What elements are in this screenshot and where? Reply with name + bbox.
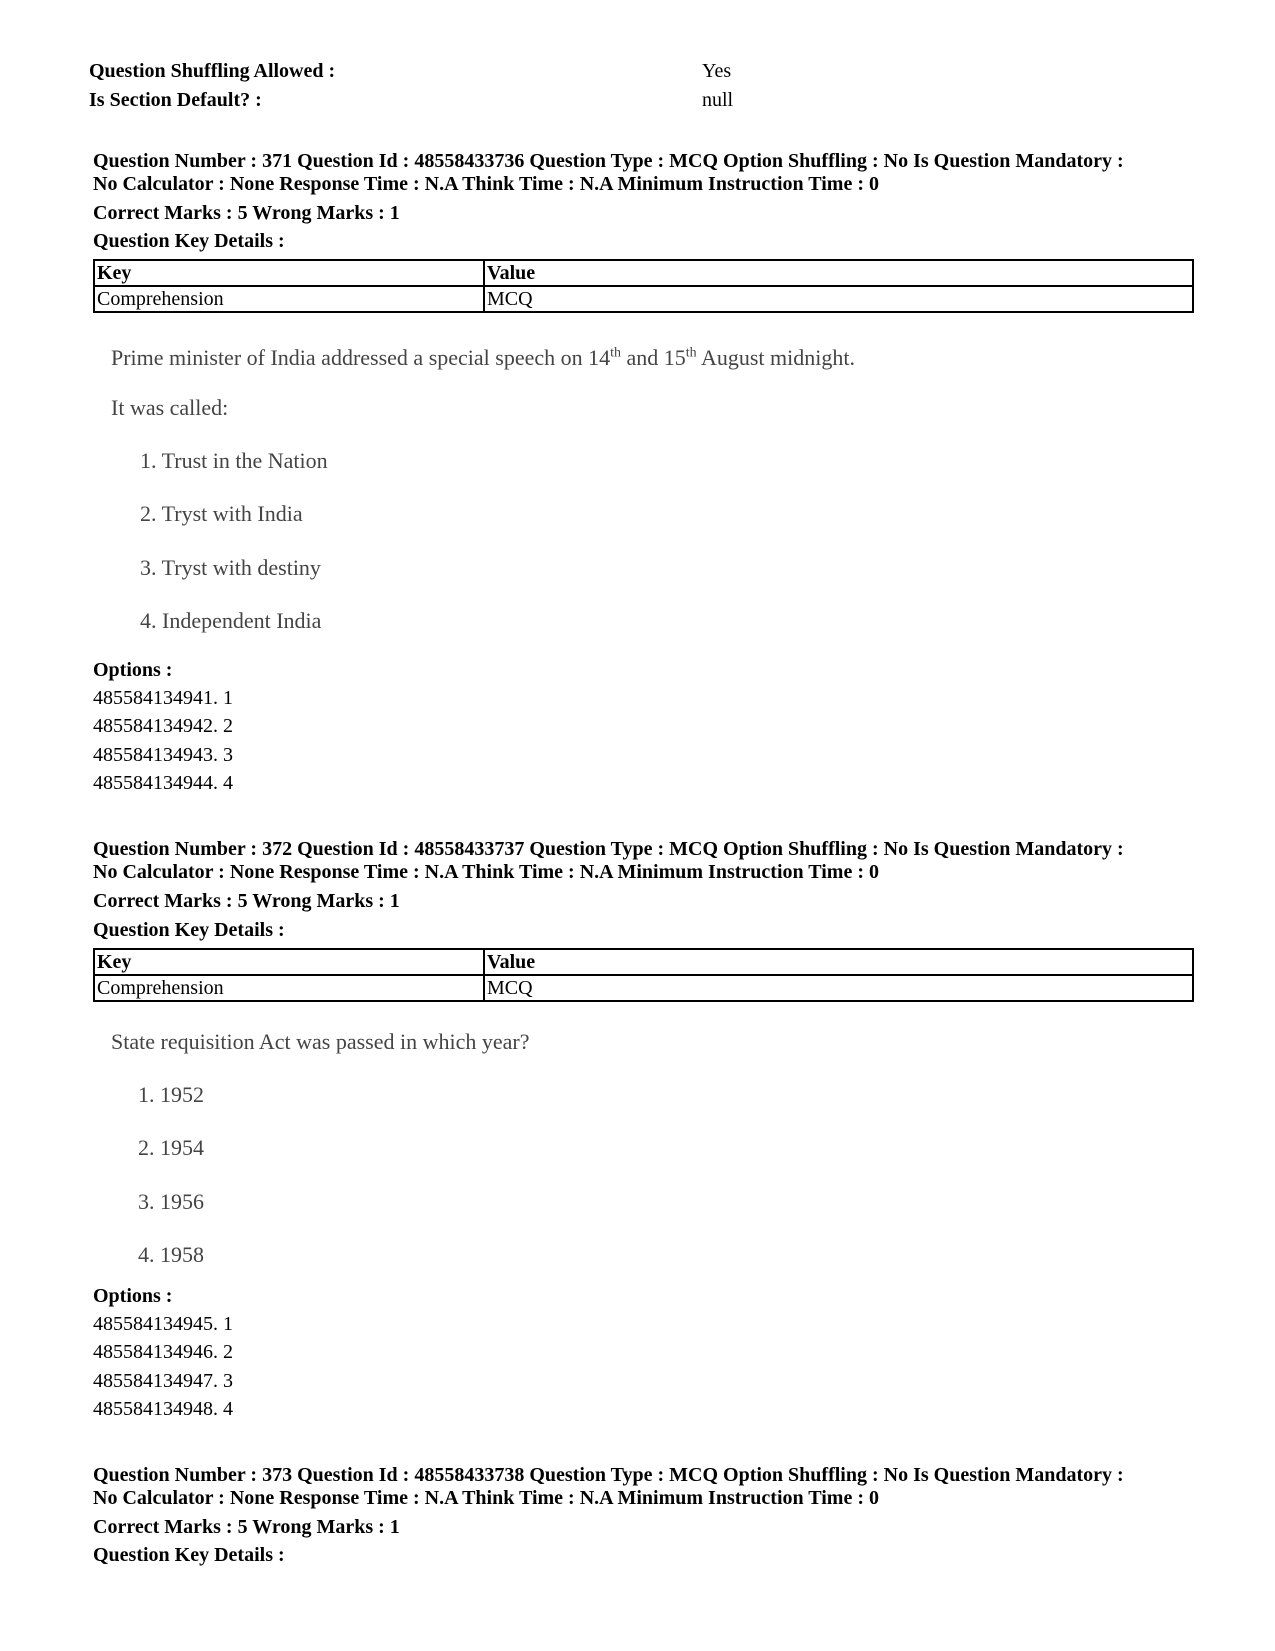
question-choice: 1. 1952 [138,1082,204,1107]
question-key-table [93,948,1194,1002]
option-item: 485584134941. 1 [93,687,233,709]
shuffle-value: Yes [702,60,732,82]
table-header-row [94,260,1193,286]
table-header-value: Value [484,260,1193,286]
options-label: Options : [93,1285,173,1307]
options-label: Options : [93,659,173,681]
question-choice: 4. 1958 [138,1242,204,1267]
option-item: 485584134945. 1 [93,1313,233,1335]
table-row [94,286,1193,312]
question-meta-line-1: Question Number : 373 Question Id : 48558433738 Question Type : MCQ Option Shuffling : No Is Question Mandatory : [93,1464,1124,1486]
section-default-label: Is Section Default? : [89,89,262,111]
superscript-th: th [685,345,697,361]
question-meta-line-2: No Calculator : None Response Time : N.A Think Time : N.A Minimum Instruction Time : 0 [93,1487,879,1509]
table-cell-key: Comprehension [94,975,484,1001]
question-meta-line-1: Question Number : 371 Question Id : 48558433736 Question Type : MCQ Option Shuffling : No Is Question Mandatory : [93,150,1124,172]
option-item: 485584134943. 3 [93,744,233,766]
question-key-table [93,259,1194,313]
question-meta-line-2: No Calculator : None Response Time : N.A Think Time : N.A Minimum Instruction Time : 0 [93,861,879,883]
option-item: 485584134947. 3 [93,1370,233,1392]
table-row [94,975,1193,1001]
question-choice: 1. Trust in the Nation [140,448,328,473]
table-header-key: Key [94,260,484,286]
option-item: 485584134948. 4 [93,1398,233,1420]
section-default-value: null [702,89,734,111]
table-header-row [94,949,1193,975]
question-text [111,345,855,371]
question-text: State requisition Act was passed in which year? [111,1029,530,1054]
question-meta-line-1: Question Number : 372 Question Id : 48558433737 Question Type : MCQ Option Shuffling : No Is Question Mandatory : [93,838,1124,860]
question-key-details-label: Question Key Details : [93,919,285,941]
question-text-part: and 15 [621,345,686,370]
question-meta-line-2: No Calculator : None Response Time : N.A Think Time : N.A Minimum Instruction Time : 0 [93,173,879,195]
question-marks: Correct Marks : 5 Wrong Marks : 1 [93,202,400,224]
question-choice: 3. 1956 [138,1189,204,1214]
table-cell-value: MCQ [484,975,1193,1001]
question-text-part: Prime minister of India addressed a special speech on 14 [111,345,611,370]
question-marks: Correct Marks : 5 Wrong Marks : 1 [93,890,400,912]
question-text-part: August midnight. [696,345,855,370]
question-choice: 4. Independent India [140,608,322,633]
question-choice: 2. Tryst with India [140,501,303,526]
option-item: 485584134946. 2 [93,1341,233,1363]
question-key-details-label: Question Key Details : [93,230,285,252]
question-choice: 3. Tryst with destiny [140,555,321,580]
question-key-details-label: Question Key Details : [93,1544,285,1566]
table-header-value: Value [484,949,1193,975]
superscript-th: th [610,345,622,361]
table-cell-value: MCQ [484,286,1193,312]
question-subtext: It was called: [111,395,229,420]
option-item: 485584134944. 4 [93,772,233,794]
question-choice: 2. 1954 [138,1135,204,1160]
option-item: 485584134942. 2 [93,715,233,737]
shuffle-label: Question Shuffling Allowed : [89,60,336,82]
table-header-key: Key [94,949,484,975]
question-marks: Correct Marks : 5 Wrong Marks : 1 [93,1516,400,1538]
table-cell-key: Comprehension [94,286,484,312]
